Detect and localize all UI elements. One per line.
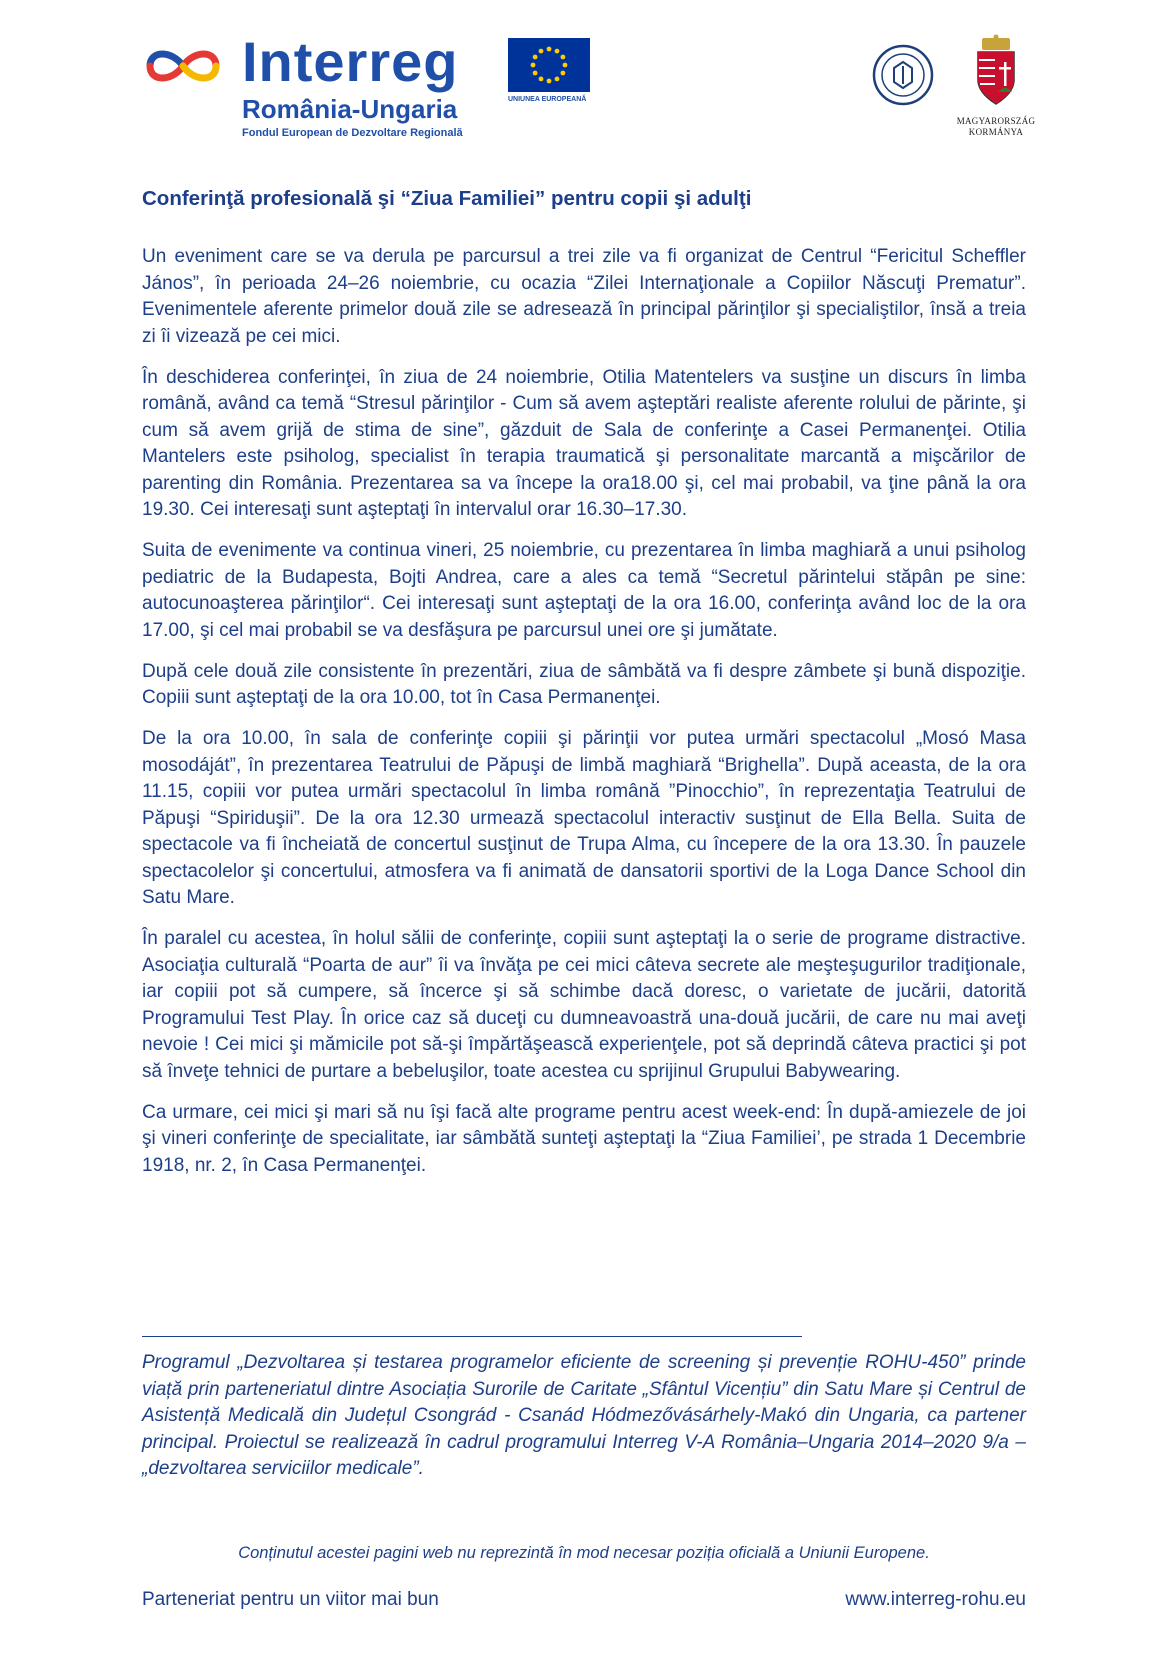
paragraph: Un eveniment care se va derula pe parcursul a trei zile va fi organizat de Centrul “Fericitul Scheffler János”, în perioada 24–26 noiembrie, cu ocazia “Zilei Internaţionale a Copiilor Născuţi Prematur”. Evenimentele aferente primelor două zile se adresează în principal părinţilor şi specialiştilor, însă a treia zi îi vizează pe cei mici. <box>142 246 1026 347</box>
eu-caption: UNIUNEA EUROPEANĂ <box>508 96 587 103</box>
interreg-infinity-logo-icon <box>142 44 224 88</box>
circular-seal-icon <box>872 44 934 106</box>
footer-website-link[interactable]: www.interreg-rohu.eu <box>845 1589 1026 1610</box>
eu-flag-icon <box>508 38 590 92</box>
document-body <box>142 244 1026 1194</box>
brand-fund: Fondul European de Dezvoltare Regională <box>242 127 463 139</box>
interreg-brand <box>142 30 602 144</box>
paragraph: În paralel cu acestea, în holul sălii de conferinţe, copiii sunt aşteptaţi la o serie de programe distractive. Asociaţia culturală “Poarta de aur” îi va învăţa pe cei mici câteva secrete ale meşteşugurilor tradiţionale, iar copiii pot să cumpere, să încerce şi să schimbe dacă doresc, o varietate de jucării, datorită Programului Test Play. În orice caz să duceţi cu dumneavoastră una-două jucării, de care nu mai aveţi nevoie ! Cei mici şi mămicile pot să-şi împărtăşească experienţele, pot să deprindă câteva practici şi pot să înveţe tehnici de purtare a bebeluşilor, toate acestea cu sprijinul Grupului Babywearing. <box>142 928 1026 1082</box>
paragraph: În deschiderea conferinţei, în ziua de 24 noiembrie, Otilia Matentelers va susţine un discurs în limba română, având ca temă “Stresul părinţilor - Cum să avem aşteptări realiste aferente rolului de părinte, şi cum să avem grijă de stima de sine”, găzduit de Sala de conferinţe a Casei Permanenţei. Otilia Mantelers este psiholog, specialist în terapia traumatică şi personalitate marcantă a mişcărilor de parenting din România. Prezentarea sa va începe la ora18.00 şi, cel mai probabil, va ţine până la ora 19.30. Cei interesaţi sunt aşteptaţi în intervalul orar 16.30–17.30. <box>142 366 1026 520</box>
brand-region: România-Ungaria <box>242 94 458 124</box>
paragraph: De la ora 10.00, în sala de conferinţe copiii şi părinţii vor putea urmări spectacolul „Mosó Masa mosodáját”, în prezentarea Teatrului de Păpuşi de limbă maghiară “Brighella”. După aceasta, de la ora 11.15, copiii vor putea urmări spectacolul în limba română ”Pinocchio”, în reprezentaţia Teatrului de Păpuşi “Spiriduşii”. De la ora 12.30 urmează spectacolul interactiv susţinut de Ella Bella. Suita de spectacole va fi încheiată de concertul susţinut de Trupa Alma, cu începere de la ora 13.30. În pauzele spectacolelor şi concertului, atmosfera va fi animată de dansatorii sportivi de la Loga Dance School din Satu Mare. <box>142 728 1026 908</box>
paragraph: După cele două zile consistente în prezentări, ziua de sâmbătă va fi despre zâmbete şi bună dispoziţie. Copiii sunt aşteptaţi de la ora 10.00, tot în Casa Permanenţei. <box>142 660 1026 708</box>
brand-name: Interreg <box>242 30 459 93</box>
footnote: Programul „Dezvoltarea și testarea programelor eficiente de screening și prevenție ROHU-450” prinde viață prin parteneriatul dintre Asociația Surorile de Caritate „Sfântul Vicențiu” din Satu Mare și Centrul de Asistență Medicală din Județul Csongrád - Csanád Hódmezővásárhely-Makó din Ungaria, ca partener principal. Proiectul se realizează în cadrul programului Interreg V-A România–Ungaria 2014–2020 9/a – „dezvoltarea serviciilor medicale”. <box>142 1352 1026 1479</box>
document-title: Conferinţă profesională şi “Ziua Familiei” pentru copii şi adulţi <box>142 187 752 210</box>
hungarian-government-caption <box>950 116 1042 138</box>
hungarian-coat-of-arms-icon <box>962 34 1030 110</box>
paragraph: Suita de evenimente va continua vineri, 25 noiembrie, cu prezentarea în limba maghiară a unui psiholog pediatric de la Budapesta, Bojti Andrea, care a ales ca temă “Secretul părintelui stăpân pe sine: autocunoaşterea părinţilor“. Cei interesaţi sunt aşteptaţi de la ora 16.00, conferinţa având loc de la ora 17.00, şi cel mai probabil se va desfăşura pe parcursul unei ore şi jumătate. <box>142 540 1026 641</box>
paragraph: Ca urmare, cei mici şi mari să nu îşi facă alte programe pentru acest week-end: În după-amiezele de joi şi vineri conferinţe de specialitate, iar sâmbătă sunteţi aşteptaţi la “Ziua Familiei’, pe strada 1 Decembrie 1918, nr. 2, în Casa Permanenţei. <box>142 1101 1026 1176</box>
gov-caption-line2: KORMÁNYA <box>968 127 1024 137</box>
eu-disclaimer: Conținutul acestei pagini web nu reprezintă în mod necesar poziția oficială a Uniunii Europene. <box>238 1544 930 1562</box>
page-header <box>142 30 1036 144</box>
gov-caption-line1: MAGYARORSZÁG <box>956 116 1036 126</box>
footer-slogan: Parteneriat pentru un viitor mai bun <box>142 1589 439 1610</box>
footnote-divider <box>142 1336 802 1337</box>
